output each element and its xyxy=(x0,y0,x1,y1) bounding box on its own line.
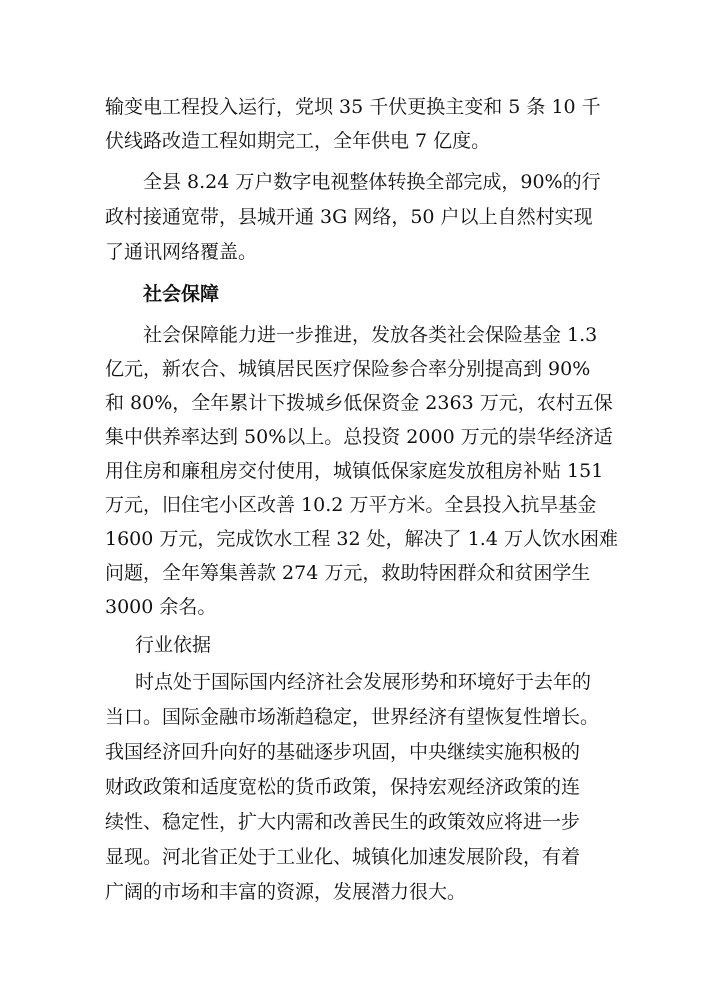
paragraph-2-line-3: 了通讯网络覆盖。 xyxy=(105,241,258,263)
paragraph-4-line-4: 财政政策和适度宽松的货币政策，保持宏观经济政策的连 xyxy=(105,776,581,798)
paragraph-3-line-4: 集中供养率达到 50%以上。总投资 2000 万元的崇华经济适 xyxy=(105,426,613,448)
paragraph-3-line-7: 1600 万元，完成饮水工程 32 处，解决了 1.4 万人饮水困难 xyxy=(105,528,618,550)
paragraph-1-line-2: 伏线路改造工程如期完工，全年供电 7 亿度。 xyxy=(105,130,491,152)
paragraph-4-line-2: 当口。国际金融市场渐趋稳定，世界经济有望恢复性增长。 xyxy=(105,706,600,728)
paragraph-3-line-2: 亿元，新农合、城镇居民医疗保险参合率分别提高到 90% xyxy=(105,358,591,380)
paragraph-4-line-1: 时点处于国际国内经济社会发展形势和环境好于去年的 xyxy=(135,671,592,693)
paragraph-4-line-3: 我国经济回升向好的基础逐步巩固，中央继续实施积极的 xyxy=(105,741,581,763)
paragraph-3-line-5: 用住房和廉租房交付使用，城镇低保家庭发放租房补贴 151 xyxy=(105,460,604,482)
paragraph-3-line-8: 问题，全年筹集善款 274 万元，救助特困群众和贫困学生 xyxy=(105,562,591,584)
section-heading-industry-basis: 行业依据 xyxy=(135,634,212,656)
paragraph-4-line-5: 续性、稳定性，扩大内需和改善民生的政策效应将进一步 xyxy=(105,811,581,833)
paragraph-3-line-9: 3000 余名。 xyxy=(105,596,217,618)
section-heading-social-security: 社会保障 xyxy=(143,283,220,305)
paragraph-4-line-6: 显现。河北省正处于工业化、城镇化加速发展阶段，有着 xyxy=(105,846,581,868)
paragraph-3-line-1: 社会保障能力进一步推进，发放各类社会保险基金 1.3 xyxy=(143,324,598,346)
paragraph-3-line-6: 万元，旧住宅小区改善 10.2 万平方米。全县投入抗旱基金 xyxy=(105,494,597,516)
paragraph-4-line-7: 广阔的市场和丰富的资源，发展潜力很大。 xyxy=(105,881,467,903)
paragraph-2-line-2: 政村接通宽带，县城开通 3G 网络，50 户以上自然村实现 xyxy=(105,206,593,228)
paragraph-1-line-1: 输变电工程投入运行，党坝 35 千伏更换主变和 5 条 10 千 xyxy=(105,96,601,118)
paragraph-3-line-3: 和 80%，全年累计下拨城乡低保资金 2363 万元，农村五保 xyxy=(105,392,613,414)
paragraph-2-line-1: 全县 8.24 万户数字电视整体转换全部完成，90%的行 xyxy=(143,171,601,193)
